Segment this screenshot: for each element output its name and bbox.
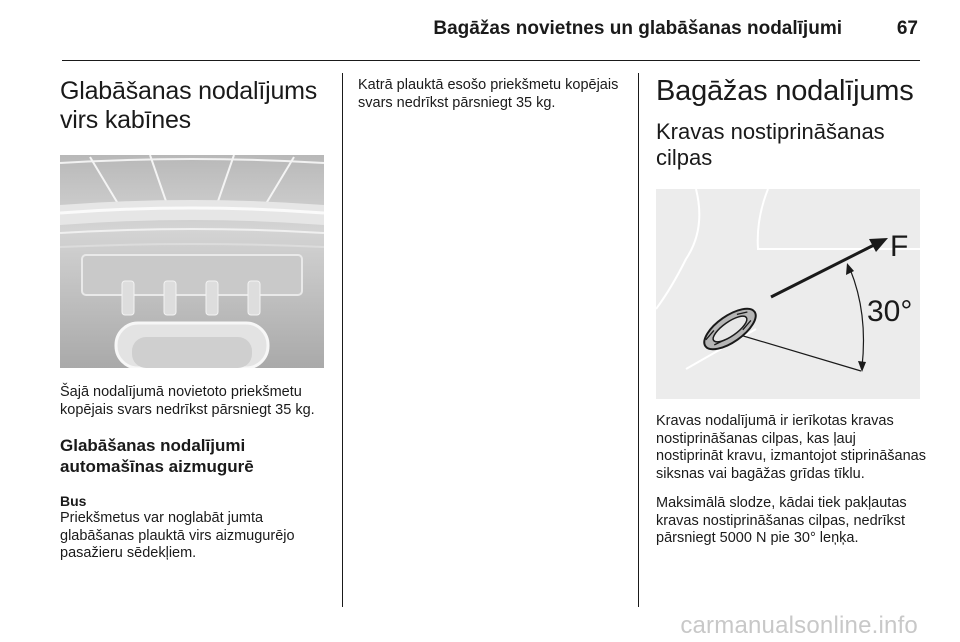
- angle-label: 30°: [867, 295, 913, 328]
- paragraph: Šajā nodalījumā novietoto priekšmetu kopējais svars nedrīkst pārsniegt 35 kg.: [60, 384, 315, 418]
- watermark: carmanualsonline.info: [680, 612, 918, 639]
- column-divider: [638, 73, 639, 607]
- sub-section-title: Kravas nostiprināšanas cilpas: [656, 119, 885, 170]
- paragraph: Kravas nodalījumā ir ierīkotas kravas nostiprināšanas cilpas, kas ļauj nostiprināt kravu, izmantojot stiprināšanas siksnas vai bagāžas grīdas tīklu.: [656, 413, 926, 482]
- force-label: F: [890, 230, 909, 263]
- sub-section-title: Glabāšanas nodalījumi automašīnas aizmugurē: [60, 436, 254, 476]
- header-title: Bagāžas novietnes un glabāšanas nodalījumi: [433, 18, 842, 39]
- bus-label: Bus: [60, 493, 87, 509]
- cabin-storage-illustration: [60, 155, 324, 368]
- column-divider: [342, 73, 343, 607]
- lashing-eye-diagram: [656, 189, 920, 399]
- section-title: Bagāžas nodalījums: [656, 75, 914, 107]
- column-2: [358, 73, 620, 112]
- column-1: [60, 73, 328, 563]
- column-3: [656, 73, 926, 548]
- paragraph: Katrā plauktā esošo priekšmetu kopējais svars nedrīkst pārsniegt 35 kg.: [358, 77, 619, 111]
- paragraph: Maksimālā slodze, kādai tiek pakļautas kravas nostiprināšanas cilpas, nedrīkst pārsniegt 5000 N pie 30° leņķa.: [656, 495, 907, 546]
- paragraph: Priekšmetus var noglabāt jumta glabāšanas plauktā virs aizmugurējo pasažieru sēdekļiem.: [60, 510, 295, 561]
- page-number: 67: [896, 18, 918, 39]
- section-title: Glabāšanas nodalījums virs kabīnes: [60, 77, 318, 134]
- header-rule: [62, 60, 920, 61]
